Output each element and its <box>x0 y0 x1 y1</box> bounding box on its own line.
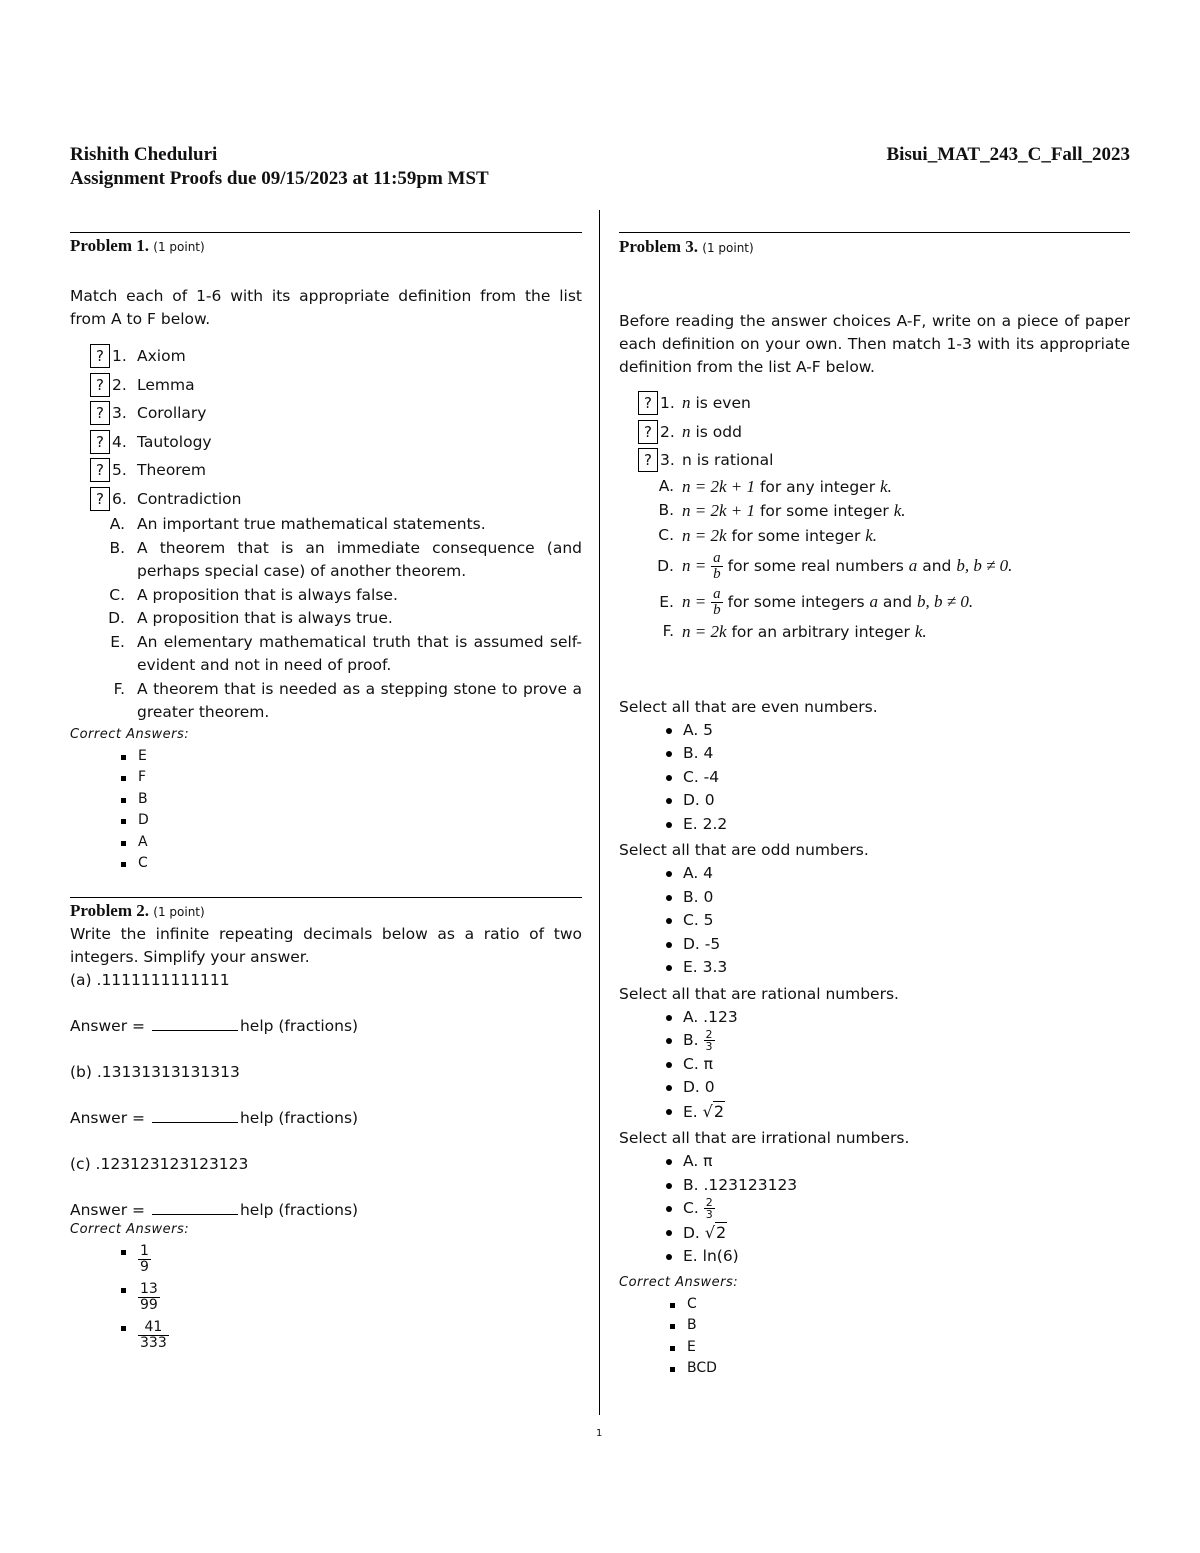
help-link[interactable]: help (fractions) <box>239 1200 359 1219</box>
fraction-numerator: 2 <box>705 1028 713 1041</box>
problem1-title <box>70 236 582 256</box>
choice-item[interactable]: D. -5 <box>619 933 1130 957</box>
math-variable: k. <box>914 622 927 641</box>
definition-item <box>70 584 582 608</box>
assignment-title: Assignment Proofs due 09/15/2023 at 11:59pm MST <box>70 168 489 189</box>
choice-label: C. <box>683 1199 699 1217</box>
match-item <box>70 485 582 514</box>
answer-dropdown[interactable]: ? <box>90 401 110 425</box>
fraction-numerator: 1 <box>140 1243 149 1259</box>
part-a-answer-row <box>70 1015 582 1038</box>
even-choices <box>619 719 1130 837</box>
item-text: is odd <box>695 422 742 441</box>
match-item <box>619 389 1130 418</box>
irrational-choices <box>619 1150 1130 1269</box>
correct-answer: BCD <box>619 1358 1130 1380</box>
match-item <box>619 418 1130 447</box>
fraction-numerator: a <box>713 550 721 566</box>
choice-item[interactable]: E. ln(6) <box>619 1245 1130 1269</box>
definition-letter: E. <box>110 632 125 651</box>
part-b-label: (b) .13131313131313 <box>70 1062 240 1081</box>
problem1-points: (1 point) <box>153 240 205 254</box>
correct-answer: E <box>70 746 582 768</box>
rational-prompt: Select all that are rational numbers. <box>619 984 899 1003</box>
sqrt-expression: √2 <box>702 1101 725 1121</box>
part-c-label: (c) .123123123123123 <box>70 1154 249 1173</box>
correct-answer: F <box>70 767 582 789</box>
definition-text <box>682 478 892 496</box>
odd-prompt: Select all that are odd numbers. <box>619 841 869 859</box>
part-c-answer-row <box>70 1199 582 1222</box>
choice-item[interactable]: C. π <box>619 1053 1130 1077</box>
answer-label: Answer = <box>70 1200 146 1219</box>
choice-item[interactable]: D. 0 <box>619 789 1130 813</box>
choice-item[interactable] <box>619 1100 1130 1125</box>
choice-item[interactable]: E. 3.3 <box>619 956 1130 980</box>
definition-text: A theorem that is an immediate consequence (and perhaps special case) of another theorem. <box>137 538 582 580</box>
choice-item[interactable]: C. 5 <box>619 909 1130 933</box>
problem2-rule <box>70 897 582 898</box>
answer-label: Answer = <box>70 1016 146 1035</box>
match-item <box>70 428 582 457</box>
math-variable: a <box>869 592 878 611</box>
definition-item <box>70 631 582 678</box>
definition-letter: F. <box>113 679 125 698</box>
correct-fraction <box>70 1279 582 1317</box>
problem1-definitions <box>70 513 582 725</box>
problem3-correct-answers <box>619 1294 1130 1380</box>
choice-item[interactable]: B. 4 <box>619 742 1130 766</box>
choice-item[interactable]: A. 5 <box>619 719 1130 743</box>
choice-item[interactable]: E. 2.2 <box>619 813 1130 837</box>
correct-answer: C <box>619 1294 1130 1316</box>
correct-fraction <box>70 1317 582 1355</box>
definition-item <box>619 499 1130 524</box>
definition-words: and <box>882 593 913 611</box>
fraction-numerator: a <box>713 586 721 602</box>
left-column <box>70 232 582 1355</box>
choice-item[interactable] <box>619 1197 1130 1221</box>
page-number: 1 <box>596 1428 603 1439</box>
definition-text <box>682 623 927 641</box>
match-item <box>619 446 1130 475</box>
page-header <box>70 143 1130 191</box>
choice-item[interactable] <box>619 1221 1130 1246</box>
choice-label: D. <box>683 1223 700 1242</box>
right-column <box>619 232 1130 1380</box>
item-number: 3. <box>112 404 127 422</box>
even-prompt: Select all that are even numbers. <box>619 697 878 716</box>
definition-letter: B. <box>109 538 125 557</box>
choice-item[interactable] <box>619 1029 1130 1053</box>
fraction-denominator: b <box>713 602 721 618</box>
math-variable: k. <box>880 476 892 496</box>
choice-item[interactable]: D. 0 <box>619 1076 1130 1100</box>
help-link[interactable]: help (fractions) <box>239 1016 359 1035</box>
problem2-prompt: Write the infinite repeating decimals below as a ratio of two integers. Simplify your answer. <box>70 924 582 966</box>
answer-dropdown[interactable]: ? <box>90 373 110 397</box>
answer-dropdown[interactable]: ? <box>90 430 110 454</box>
answer-dropdown[interactable]: ? <box>638 448 658 472</box>
fraction <box>138 1320 169 1351</box>
definition-words: for some integer <box>759 502 889 520</box>
match-item <box>70 456 582 485</box>
problem1-prompt: Match each of 1-6 with its appropriate definition from the list from A to F below. <box>70 287 582 328</box>
fraction-numerator: 41 <box>138 1320 169 1336</box>
item-text: is even <box>695 394 751 412</box>
definition-letter: A. <box>658 476 674 495</box>
math-variable: k. <box>865 525 878 545</box>
item-number: 2. <box>660 422 675 441</box>
fraction-denominator: 9 <box>140 1259 149 1275</box>
problem1-rule <box>70 232 582 233</box>
student-name: Rishith Cheduluri <box>70 144 218 165</box>
item-number: 6. <box>112 489 127 508</box>
fraction <box>704 1029 715 1052</box>
math-expression: n = 2k + 1 <box>682 476 755 496</box>
problem2-correct-label: Correct Answers: <box>70 1221 190 1237</box>
item-label: Tautology <box>137 432 212 451</box>
fraction <box>138 1282 160 1313</box>
definition-text <box>682 550 1013 582</box>
math-expression: b, b ≠ 0. <box>917 592 974 611</box>
odd-choices <box>619 862 1130 980</box>
answer-dropdown[interactable]: ? <box>90 458 110 482</box>
definition-text: An important true mathematical statements. <box>137 515 486 533</box>
problem3-rule <box>619 232 1130 233</box>
radicand: 2 <box>716 1222 727 1242</box>
definition-words: for some integer <box>731 526 861 545</box>
choice-label: B. <box>683 1031 699 1049</box>
answer-dropdown[interactable]: ? <box>638 391 658 415</box>
item-label <box>682 418 742 447</box>
math-expression: b, b ≠ 0. <box>956 556 1013 575</box>
problem3-prompt: Before reading the answer choices A-F, write on a piece of paper each definition on your own. Then match 1-3 with its appropriate definition from the list A-F below. <box>619 312 1130 376</box>
fraction-denominator: 3 <box>705 1040 713 1053</box>
math-expression: n = <box>682 556 707 575</box>
course-code: Bisui_MAT_243_C_Fall_2023 <box>886 144 1130 165</box>
math-expression: n = 2k <box>682 525 727 545</box>
answer-dropdown[interactable]: ? <box>638 420 658 444</box>
problem3-definitions <box>619 475 1130 645</box>
math-variable: n <box>682 421 691 441</box>
item-label: Axiom <box>137 347 186 365</box>
definition-item <box>619 475 1130 500</box>
problem1-match-list <box>70 342 582 513</box>
fraction <box>711 551 723 582</box>
math-variable: n <box>682 393 691 412</box>
definition-text: An elementary mathematical truth that is assumed self-evident and not in need of proof. <box>137 632 582 674</box>
correct-answer: C <box>70 853 582 875</box>
math-expression: n = 2k <box>682 622 727 641</box>
correct-answer: B <box>70 789 582 811</box>
choice-item[interactable]: A. 4 <box>619 862 1130 886</box>
definition-words: for some integers <box>727 593 865 611</box>
sqrt-expression: √2 <box>704 1222 727 1242</box>
help-link[interactable]: help (fractions) <box>239 1108 359 1127</box>
problem3-match-list <box>619 389 1130 475</box>
fraction-denominator: b <box>713 566 721 582</box>
problem3-title <box>619 237 1130 257</box>
definition-words: for some real numbers <box>727 557 904 575</box>
problem2-correct-answers <box>70 1241 582 1355</box>
item-label <box>682 389 751 418</box>
item-number: 3. <box>660 451 675 469</box>
item-label: Lemma <box>137 375 195 394</box>
answer-input-b[interactable] <box>152 1108 238 1123</box>
definition-item <box>70 678 582 725</box>
choice-item[interactable]: B. .123123123 <box>619 1174 1130 1198</box>
answer-input-a[interactable] <box>152 1016 238 1031</box>
definition-item <box>619 548 1130 584</box>
item-label: Contradiction <box>137 489 242 508</box>
choice-item[interactable]: A. π <box>619 1150 1130 1174</box>
answer-input-c[interactable] <box>152 1200 238 1215</box>
choice-item[interactable]: A. .123 <box>619 1006 1130 1030</box>
fraction-denominator: 3 <box>705 1208 713 1221</box>
problem3-correct-label: Correct Answers: <box>619 1274 739 1290</box>
problem3-heading: Problem 3. <box>619 237 699 256</box>
problem2-title <box>70 901 582 921</box>
definition-letter: D. <box>657 557 674 575</box>
problem3-points: (1 point) <box>702 241 754 255</box>
item-label: Corollary <box>137 404 207 422</box>
definition-letter: D. <box>108 609 125 627</box>
item-number: 1. <box>112 347 127 365</box>
definition-words: for any integer <box>759 477 876 496</box>
definition-text <box>682 527 877 545</box>
definition-text: A theorem that is needed as a stepping stone to prove a greater theorem. <box>137 679 582 721</box>
math-variable: a <box>908 556 918 575</box>
fraction-denominator: 333 <box>140 1335 167 1351</box>
correct-answer: A <box>70 832 582 854</box>
definition-item <box>619 524 1130 549</box>
item-number: 1. <box>660 394 675 412</box>
correct-answer: D <box>70 810 582 832</box>
column-divider <box>599 210 600 1415</box>
problem2-heading: Problem 2. <box>70 900 150 920</box>
choice-label: E. <box>683 1102 698 1121</box>
item-label: n is rational <box>682 451 774 469</box>
part-a-label: (a) .1111111111111 <box>70 970 230 989</box>
match-item <box>70 342 582 371</box>
problem1-correct-label: Correct Answers: <box>70 726 190 742</box>
irrational-prompt: Select all that are irrational numbers. <box>619 1129 910 1147</box>
definition-text: A proposition that is always true. <box>137 609 393 627</box>
correct-fraction <box>70 1241 582 1279</box>
problem1-heading: Problem 1. <box>70 236 150 255</box>
item-number: 5. <box>112 461 127 479</box>
choice-item[interactable]: C. -4 <box>619 766 1130 790</box>
definition-letter: C. <box>658 525 674 544</box>
match-item <box>70 399 582 428</box>
definition-item <box>70 513 582 537</box>
item-label: Theorem <box>137 461 206 479</box>
fraction <box>704 1197 715 1220</box>
math-variable: k. <box>893 501 906 520</box>
math-expression: n = <box>682 592 707 611</box>
definition-text <box>682 502 906 520</box>
math-expression: n = 2k + 1 <box>682 501 755 520</box>
definition-text: A proposition that is always false. <box>137 585 398 604</box>
definition-text <box>682 586 974 618</box>
fraction <box>138 1244 151 1275</box>
answer-dropdown[interactable]: ? <box>90 487 110 511</box>
radicand: 2 <box>713 1101 725 1121</box>
definition-item <box>619 620 1130 645</box>
definition-item <box>619 584 1130 620</box>
part-b-answer-row <box>70 1107 582 1130</box>
item-number: 4. <box>112 432 127 451</box>
problem2-points: (1 point) <box>153 904 205 919</box>
match-item <box>70 371 582 400</box>
definition-item <box>70 537 582 584</box>
definition-words: and <box>922 557 952 575</box>
definition-letter: A. <box>109 515 125 533</box>
answer-label: Answer = <box>70 1108 146 1127</box>
fraction-numerator: 2 <box>705 1196 713 1209</box>
rational-choices <box>619 1006 1130 1125</box>
definition-letter: E. <box>659 593 674 611</box>
definition-words: for an arbitrary integer <box>731 623 910 641</box>
definition-item <box>70 607 582 631</box>
answer-dropdown[interactable]: ? <box>90 344 110 368</box>
fraction-numerator: 13 <box>140 1281 158 1297</box>
choice-item[interactable]: B. 0 <box>619 886 1130 910</box>
correct-answer: B <box>619 1315 1130 1337</box>
item-number: 2. <box>112 375 127 394</box>
problem1-correct-answers <box>70 746 582 875</box>
definition-letter: B. <box>658 501 674 519</box>
fraction-denominator: 99 <box>140 1297 158 1313</box>
correct-answer: E <box>619 1337 1130 1359</box>
fraction <box>711 587 723 618</box>
definition-letter: C. <box>109 585 125 604</box>
definition-letter: F. <box>662 622 674 640</box>
